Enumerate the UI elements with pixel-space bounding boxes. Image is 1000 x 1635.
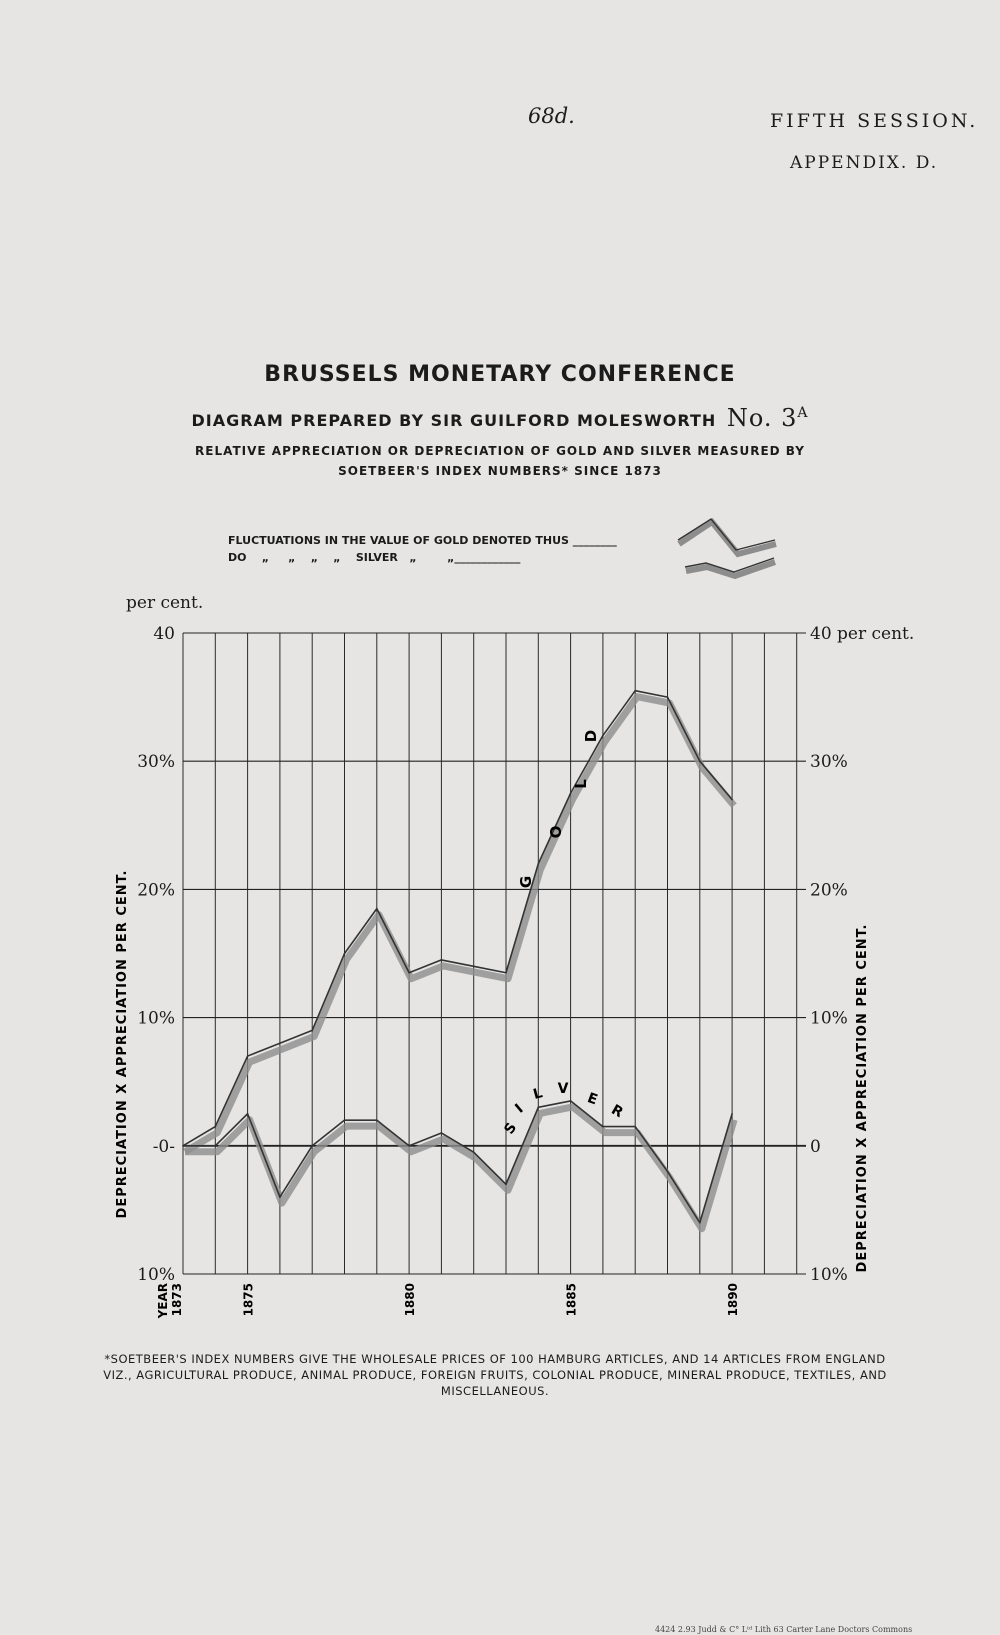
printer-imprint: 4424 2.93 Judd & C° Lᵗᵈ Lith 63 Carter Lane Doctors Commons <box>655 1625 913 1634</box>
y-tick-label-right: 30% <box>810 752 848 773</box>
legend-gold-text: FLUCTUATIONS IN THE VALUE OF GOLD DENOTED THUS ________ <box>228 534 617 547</box>
data-point <box>441 1132 443 1134</box>
series-label-silver: V <box>557 1081 569 1097</box>
description-line-1: RELATIVE APPRECIATION OR DEPRECIATION OF GOLD AND SILVER MEASURED BY <box>195 444 805 458</box>
data-point <box>215 1145 217 1147</box>
x-tick-label: YEAR <box>156 1283 170 1319</box>
y-tick-label-left: 10% <box>137 1265 175 1285</box>
y-axis-title-right: DEPRECIATION X APPRECIATION PER CENT. <box>855 923 870 1273</box>
y-tick-label-left: 30% <box>137 752 175 773</box>
series-label-silver: S <box>501 1119 521 1138</box>
data-point <box>538 1107 540 1109</box>
data-point <box>247 1113 249 1115</box>
session-header: FIFTH SESSION. <box>770 110 979 132</box>
data-point <box>634 690 636 692</box>
y-tick-label-right: 0 <box>810 1136 821 1157</box>
series-shadow-gold <box>185 697 734 1152</box>
series-label-gold: L <box>572 779 590 789</box>
legend-silver-swatch <box>685 558 775 576</box>
y-tick-label-left: 20% <box>137 880 175 901</box>
series-line-gold <box>183 691 732 1146</box>
series-label-gold: D <box>582 729 600 743</box>
series-label-gold: G <box>517 875 535 889</box>
data-point <box>602 735 604 737</box>
data-point <box>538 863 540 865</box>
y-tick-label-left: -0- <box>152 1136 175 1157</box>
page-title: BRUSSELS MONETARY CONFERENCE <box>264 362 736 387</box>
data-point <box>247 1055 249 1057</box>
y-unit-label: per cent. <box>126 593 204 613</box>
y-tick-label-right: 20% <box>810 880 848 901</box>
legend-gold-swatch <box>678 519 776 554</box>
data-point <box>311 1145 313 1147</box>
series-shadow-silver <box>185 1107 734 1229</box>
data-point <box>279 1196 281 1198</box>
data-point <box>602 1126 604 1128</box>
diagram-number-text: No. 3 <box>726 404 798 432</box>
data-point <box>473 966 475 968</box>
page-number: 68d. <box>528 104 575 128</box>
series-label-silver: E <box>585 1090 600 1109</box>
series-label-silver: I <box>512 1101 527 1117</box>
data-point <box>505 1183 507 1185</box>
diagram-number-suffix: A <box>797 405 809 421</box>
series-label-silver: L <box>531 1085 545 1104</box>
footnote: *SOETBEER'S INDEX NUMBERS GIVE THE WHOLESALE PRICES OF 100 HAMBURG ARTICLES, AND 14 ARTICLES FROM ENGLAND VIZ., AGRICULTURAL PRODUCE, ANIMAL PRODUCE, FOREIGN FRUITS, COLONIAL PRODUCE, MINERAL PRODUCE, TEXTILES, AND MISCELLANEOUS. <box>103 1352 887 1398</box>
data-point <box>311 1030 313 1032</box>
series-label-gold: O <box>547 825 565 839</box>
data-point <box>473 1151 475 1153</box>
data-point <box>215 1126 217 1128</box>
data-point <box>731 799 733 801</box>
data-point <box>279 1042 281 1044</box>
data-point <box>376 908 378 910</box>
data-point <box>731 1113 733 1115</box>
data-point <box>699 760 701 762</box>
data-point <box>570 792 572 794</box>
description-line-2: SOETBEER'S INDEX NUMBERS* SINCE 1873 <box>338 464 662 478</box>
y-axis-title-left: DEPRECIATION X APPRECIATION PER CENT. <box>115 869 130 1219</box>
data-point <box>505 972 507 974</box>
data-point <box>699 1222 701 1224</box>
x-tick-label: 1873 <box>170 1283 184 1317</box>
y-tick-label-left: 40 <box>153 624 175 644</box>
y-tick-label-right: 10% <box>810 1265 848 1285</box>
y-tick-label-left: 10% <box>137 1008 175 1029</box>
series-label-silver: R <box>608 1101 626 1122</box>
data-point <box>344 1119 346 1121</box>
data-point <box>570 1100 572 1102</box>
data-point <box>408 972 410 974</box>
data-point <box>376 1119 378 1121</box>
appendix-header: APPENDIX. D. <box>790 153 939 173</box>
data-point <box>344 953 346 955</box>
x-tick-label: 1885 <box>564 1283 579 1317</box>
x-tick-label: 1890 <box>726 1283 741 1317</box>
y-tick-label-right: 10% <box>810 1008 848 1029</box>
x-tick-label: 1880 <box>403 1283 418 1317</box>
data-point <box>634 1126 636 1128</box>
legend-silver-text: DO „ „ „ „ SILVER „ „____________ <box>228 551 521 564</box>
data-point <box>667 1171 669 1173</box>
y-tick-label-right: 40 per cent. <box>810 624 915 644</box>
data-point <box>667 696 669 698</box>
x-tick-label: 1875 <box>241 1283 256 1317</box>
data-point <box>408 1145 410 1147</box>
data-point <box>182 1145 184 1147</box>
data-point <box>441 959 443 961</box>
subtitle-text: DIAGRAM PREPARED BY SIR GUILFORD MOLESWORTH <box>191 411 717 430</box>
chart-series <box>182 690 734 1229</box>
